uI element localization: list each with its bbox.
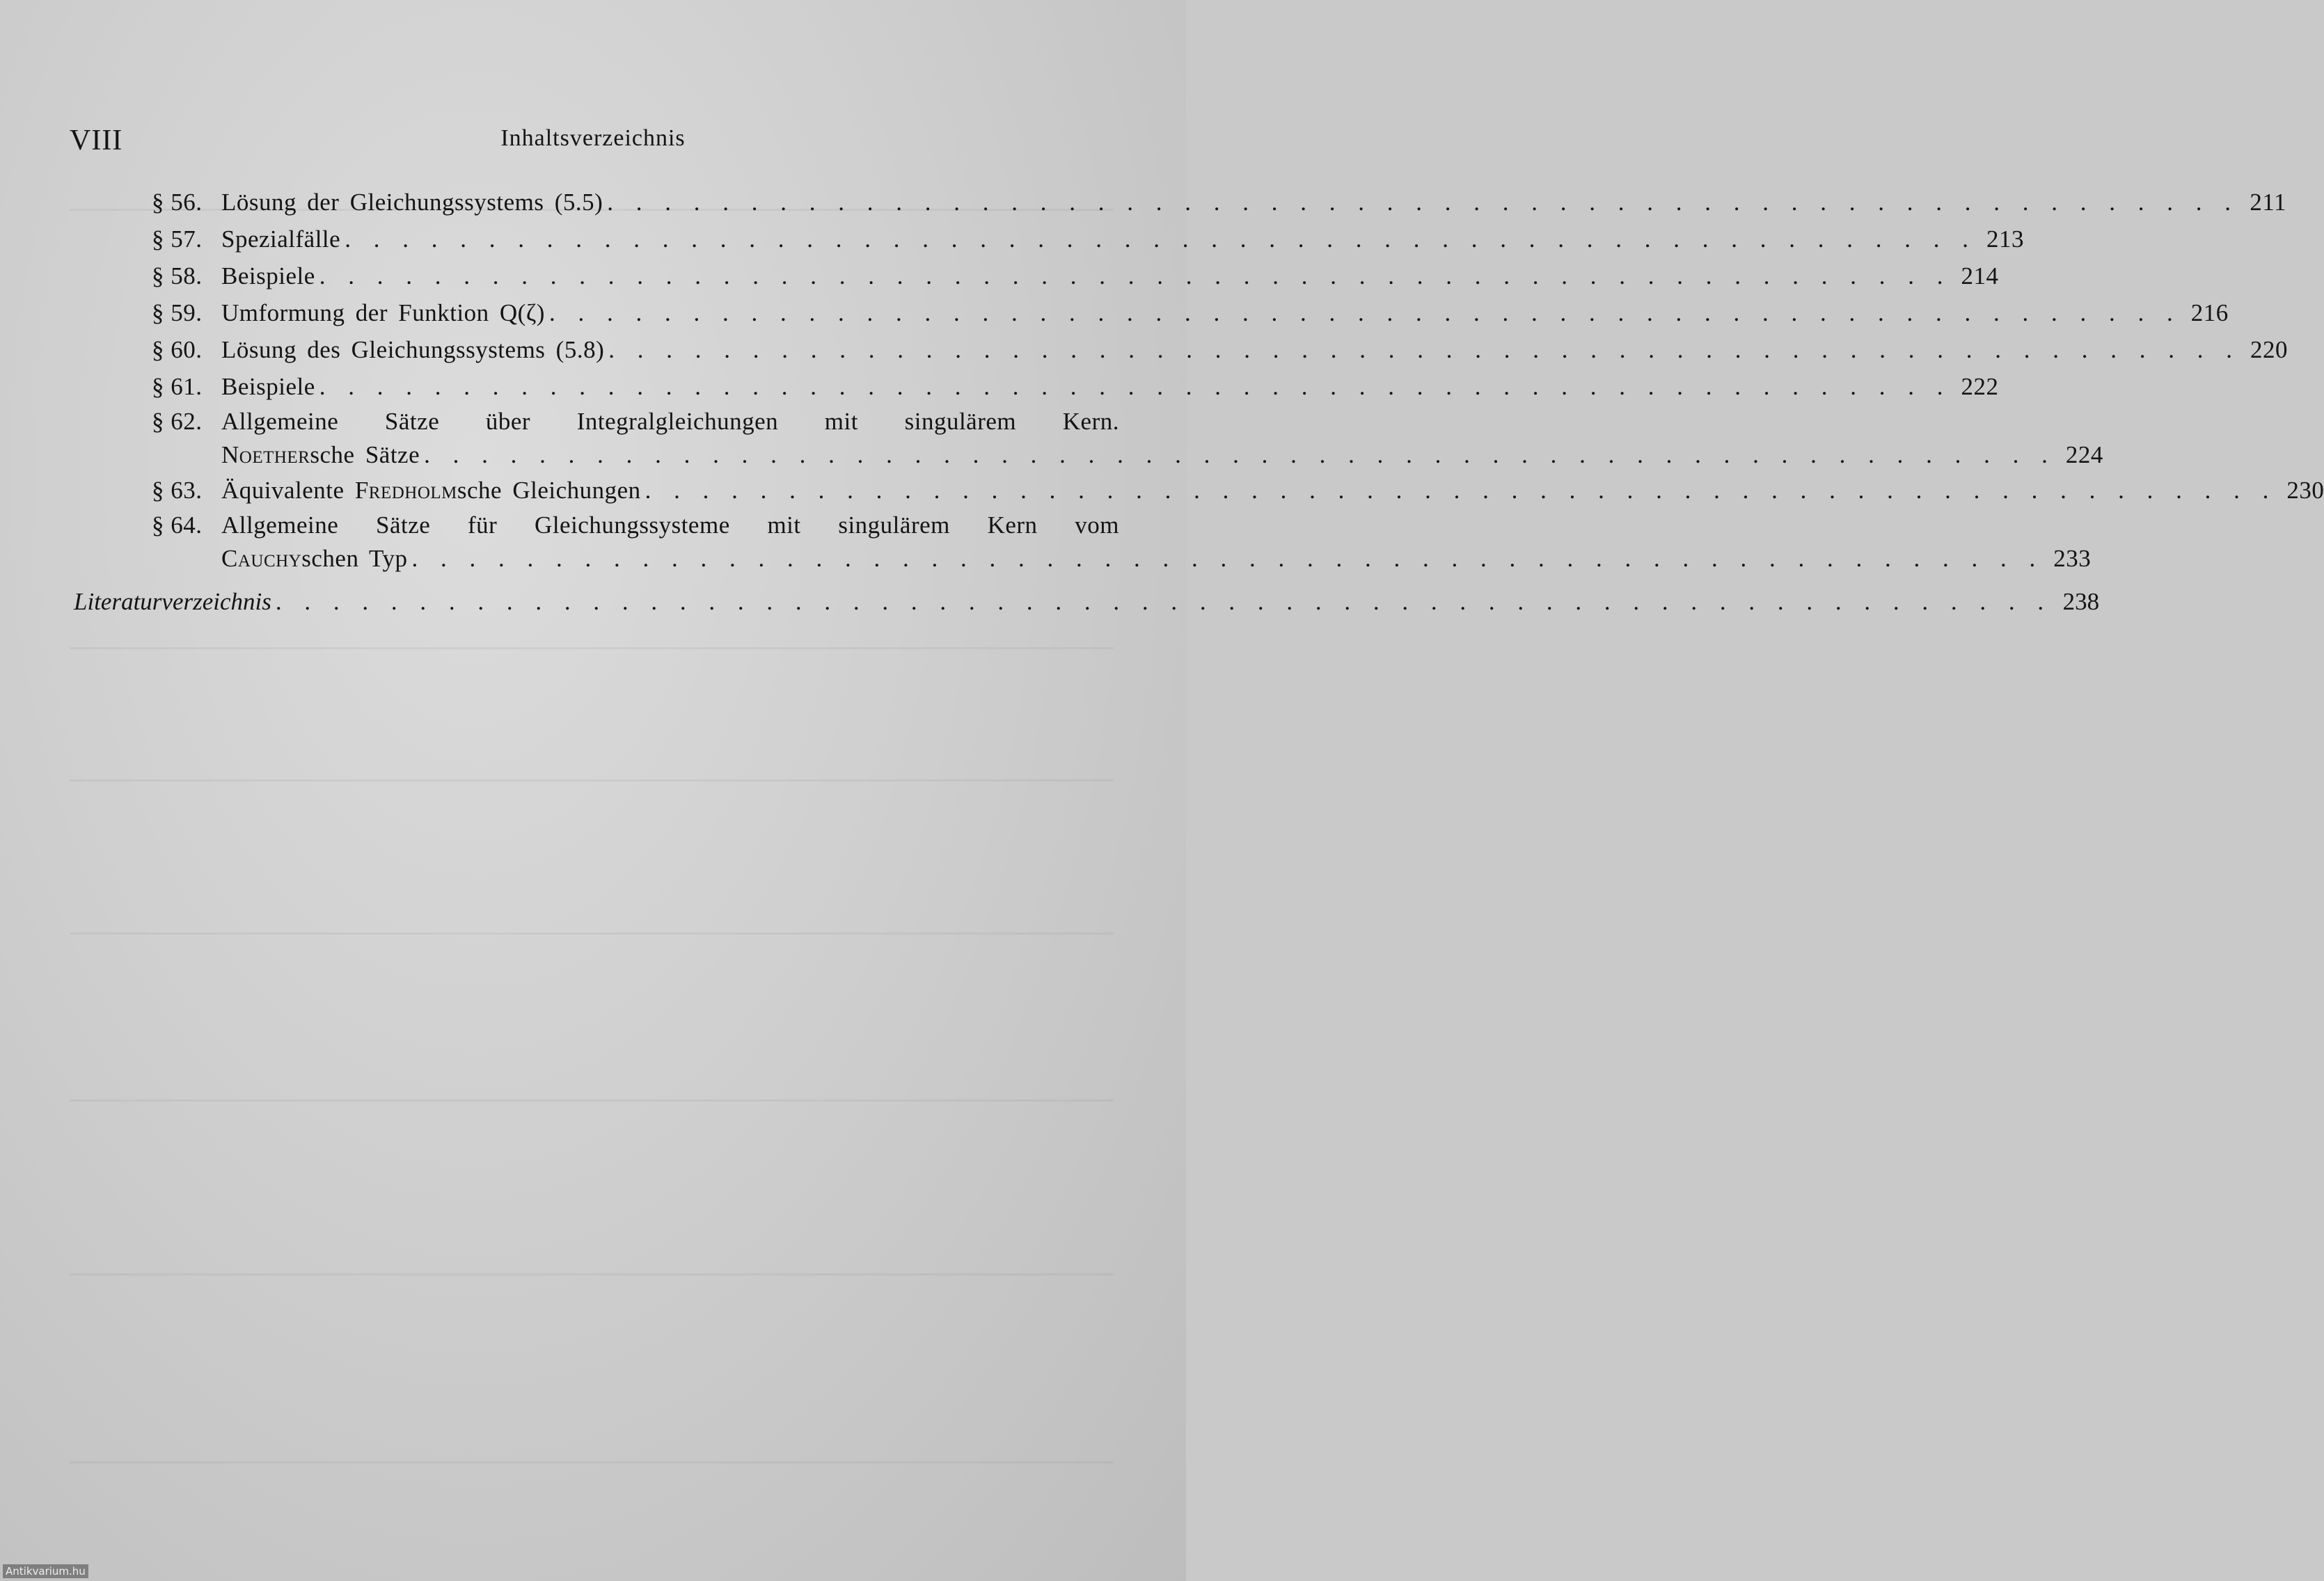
- bleed-through-line: [70, 779, 1114, 781]
- page-reference: 216: [2190, 299, 2229, 326]
- section-number: § 62.: [152, 408, 203, 435]
- leader-dots: . . . . . . . . . . . . . . . . . . . . . . . . . . . . . . . . . . . . . . . . . . . . . . . . . . . . . . . . .: [608, 336, 2240, 363]
- author-name: Cauchy: [221, 545, 302, 572]
- leader-dots: . . . . . . . . . . . . . . . . . . . . . . . . . . . . . . . . . . . . . . . . . . . . . . . . . . . . . . . . .: [607, 189, 2240, 216]
- title-prefix: Äquivalente: [221, 477, 355, 504]
- page-reference: 238: [2062, 588, 2100, 615]
- section-title: Beispiele: [221, 373, 315, 400]
- leader-dots: . . . . . . . . . . . . . . . . . . . . . . . . . . . . . . . . . . . . . . . . . . . . . . . . . . . . . . . . .: [345, 225, 1977, 253]
- bleed-through-line: [70, 1099, 1114, 1102]
- running-title: Inhaltsverzeichnis: [500, 125, 686, 151]
- toc-entry: [152, 294, 2229, 331]
- watermark: Antikvarium.hu: [3, 1564, 88, 1578]
- section-number: § 64.: [152, 511, 203, 539]
- bleed-through-line: [70, 932, 1114, 935]
- page-reference: 214: [1961, 262, 1999, 289]
- toc-entry: [152, 509, 2092, 575]
- page-reference: 230: [2286, 477, 2324, 504]
- section-title: Lösung der Gleichungssystems (5.5): [221, 189, 603, 216]
- toc-entry: [152, 331, 2288, 368]
- leader-dots: . . . . . . . . . . . . . . . . . . . . . . . . . . . . . . . . . . . . . . . . . . . . . . . . . . . . . . . . .: [411, 545, 2044, 572]
- page-reference: 220: [2250, 336, 2288, 363]
- leader-dots: . . . . . . . . . . . . . . . . . . . . . . . . . . . . . . . . . . . . . . . . . . . . . . . . . . . . . . . . .: [319, 373, 1952, 400]
- section-title: [221, 472, 641, 509]
- leader-dots: . . . . . . . . . . . . . . . . . . . . . . . . . . . . . . . . . . . . . . . . . . . . . . . . . . . . . . . . .: [319, 262, 1952, 289]
- section-title: Allgemeine Sätze über Integralgleichungen mit singulärem Kern.: [221, 408, 1119, 435]
- table-of-contents: [152, 184, 2324, 575]
- title-suffix: sche Sätze: [310, 441, 420, 468]
- section-title: Lösung des Gleichungssystems (5.8): [221, 336, 605, 363]
- section-title: Umformung der Funktion Q(ζ): [221, 299, 545, 326]
- section-title-continued: [221, 438, 420, 472]
- bleed-through-line: [70, 1461, 1114, 1463]
- section-title: Spezialfälle: [221, 225, 341, 253]
- page-number: VIII: [70, 125, 123, 157]
- section-number: § 59.: [152, 299, 203, 326]
- section-number: § 63.: [152, 477, 203, 504]
- leader-dots: . . . . . . . . . . . . . . . . . . . . . . . . . . . . . . . . . . . . . . . . . . . . . . . . . . . . . . . . .: [424, 441, 2056, 468]
- leader-dots: . . . . . . . . . . . . . . . . . . . . . . . . . . . . . . . . . . . . . . . . . . . . . . . . . . . . . . . . .: [548, 299, 2181, 326]
- leader-dots: . . . . . . . . . . . . . . . . . . . . . . . . . . . . . . . . . . . . . . . . . . . . . . . . . . . . . . . . . . . . . .: [275, 588, 2053, 615]
- bleed-through-line: [70, 1273, 1114, 1276]
- toc-entry: [152, 472, 2324, 509]
- page-reference: 224: [2065, 441, 2103, 468]
- section-title: Allgemeine Sätze für Gleichungssysteme mit singulärem Kern vom: [221, 511, 1119, 539]
- section-number: § 58.: [152, 262, 203, 289]
- page-reference: 211: [2250, 189, 2287, 216]
- section-number: § 56.: [152, 189, 203, 216]
- toc-entry: [152, 184, 2287, 221]
- title-suffix: schen Typ: [301, 545, 408, 572]
- toc-entry: [152, 257, 1999, 294]
- page-reference: 222: [1961, 373, 1999, 400]
- bleed-through-line: [70, 647, 1114, 649]
- literature-title: Literaturverzeichnis: [74, 588, 271, 615]
- toc-entry: [152, 221, 2024, 257]
- section-title: Beispiele: [221, 262, 315, 289]
- toc-entry: [152, 368, 1999, 405]
- toc-entry: [152, 405, 2103, 472]
- literature-entry: [74, 583, 2100, 620]
- page-reference: 213: [1986, 225, 2024, 253]
- section-number: § 61.: [152, 373, 203, 400]
- section-title-continued: [221, 542, 408, 575]
- title-suffix: sche Gleichungen: [457, 477, 641, 504]
- section-number: § 60.: [152, 336, 203, 363]
- page-reference: 233: [2053, 545, 2092, 572]
- author-name: Fredholm: [354, 477, 457, 504]
- leader-dots: . . . . . . . . . . . . . . . . . . . . . . . . . . . . . . . . . . . . . . . . . . . . . . . . . . . . . . . . .: [645, 477, 2277, 504]
- section-number: § 57.: [152, 225, 203, 253]
- author-name: Noether: [221, 441, 310, 468]
